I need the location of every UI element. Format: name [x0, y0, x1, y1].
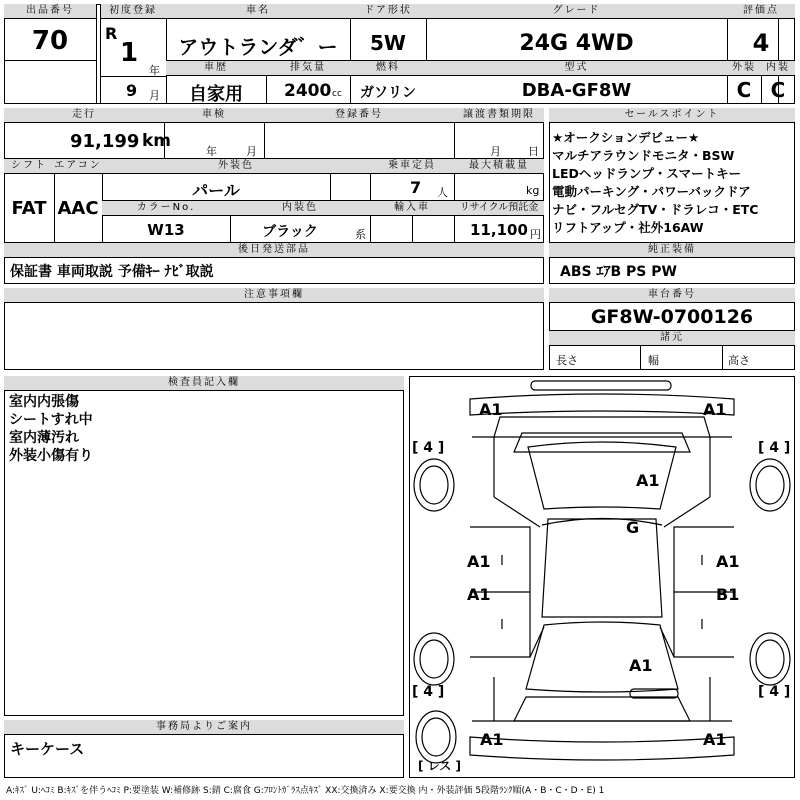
inspection-label: 車検	[164, 108, 264, 123]
displacement-label: 排気量	[266, 61, 350, 76]
inspection-month-unit: 月	[246, 145, 257, 158]
damage-rear-window: A1	[629, 656, 653, 675]
inspector-notes	[9, 393, 93, 465]
mileage-label: 走行	[4, 108, 164, 123]
transfer-day-unit: 日	[528, 145, 539, 158]
score-label: 評価点	[727, 4, 795, 19]
damage-front-left: A1	[479, 400, 503, 419]
colorno-label: カラーNo.	[102, 201, 230, 216]
mileage: 91,199	[70, 131, 140, 152]
sales-line: ★オークションデビュー★	[552, 130, 700, 145]
tire-front-right: [ 4 ]	[758, 440, 791, 456]
office-text: キーケース	[10, 740, 85, 758]
tire-front-left: [ 4 ]	[412, 440, 445, 456]
lot-label: 出品番号	[4, 4, 96, 19]
chassis-label: 車台番号	[549, 288, 795, 303]
reg-year: 1	[120, 38, 139, 68]
mileage-unit: km	[142, 131, 172, 151]
car-name-label: 車名	[166, 4, 350, 19]
inspector-line: 外装小傷有り	[9, 448, 93, 464]
capacity: 7	[410, 178, 422, 197]
exterior-color: パール	[192, 181, 240, 200]
model-label: 型式	[426, 61, 727, 76]
interior-color-unit: 系	[355, 228, 366, 241]
sales-points	[552, 129, 758, 237]
ac: AAC	[57, 198, 99, 219]
sales-line: マルチアラウンドモニタ・BSW	[552, 148, 735, 163]
sales-line: LEDヘッドランプ・スマートキー	[552, 166, 742, 181]
year-unit: 年	[149, 64, 160, 77]
car-outline	[410, 377, 794, 777]
grade-label: グレード	[426, 4, 727, 19]
car-name: アウトランダ゛ー	[178, 35, 338, 59]
notes-label: 注意事項欄	[4, 288, 544, 303]
width-label: 幅	[648, 354, 659, 367]
damage-legend: A:ｷｽﾞ U:ﾍｺﾐ B:ｷｽﾞを伴うﾍｺﾐ P:要塗装 W:補修跡 S:錆 C:腐食 G:ﾌﾛﾝﾄｶﾞﾗｽ点ｷｽﾞ XX:交換済み X:要交換 内・外装評価 5段階ﾗﾝｸ順(A・B・C・D・E) 1	[6, 786, 605, 796]
damage-rear-right: A1	[703, 730, 727, 749]
color-label: 外装色	[102, 159, 370, 174]
interior-color-label: 内装色	[230, 201, 370, 216]
door-label: ドア形状	[350, 4, 426, 19]
transfer-label: 譲渡書類期限	[454, 108, 544, 123]
import-label: 輸入車	[370, 201, 454, 216]
length-label: 長さ	[556, 354, 578, 367]
int-label: 内装	[761, 61, 795, 76]
era: R	[105, 24, 118, 43]
ext-label: 外装	[727, 61, 761, 76]
equipment: ABS ｴｱB PS PW	[560, 264, 677, 280]
displacement: 2400	[284, 81, 332, 101]
shift: FAT	[11, 198, 47, 219]
inspection-year-unit: 年	[206, 145, 217, 158]
later-parts-label: 後日発送部品	[4, 243, 544, 258]
score: 4	[752, 29, 770, 57]
load-label: 最大積載量	[454, 159, 544, 174]
interior-color: ブラック	[262, 224, 318, 240]
recycle-fee: 11,100	[470, 221, 528, 239]
damage-windshield: G	[626, 518, 640, 537]
door-type: 5W	[370, 31, 406, 55]
recycle-label: リサイクル預託金	[454, 201, 544, 216]
history-label: 車歴	[166, 61, 266, 76]
tire-rear-right: [ 4 ]	[758, 684, 791, 700]
month-unit: 月	[149, 89, 160, 102]
office-label: 事務局よりご案内	[4, 720, 404, 735]
recycle-unit: 円	[530, 228, 541, 241]
history: 自家用	[189, 84, 243, 105]
sales-line: ナビ・フルセグTV・ドラレコ・ETC	[552, 202, 759, 217]
shift-label: シフト	[4, 159, 54, 174]
tire-rear-left: [ 4 ]	[412, 684, 445, 700]
sales-label: セールスポイント	[549, 108, 795, 123]
sales-line: リフトアップ・社外16AW	[552, 220, 704, 235]
color-number: W13	[147, 221, 185, 239]
equip-label: 純正装備	[549, 243, 795, 258]
ac-label: エアコン	[54, 159, 102, 174]
fuel: ガソリン	[360, 85, 416, 101]
sales-line: 電動パーキング・パワーバックドア	[552, 184, 751, 199]
lot-number: 70	[31, 26, 69, 56]
first-reg-label: 初度登録	[100, 4, 166, 19]
fuel-label: 燃料	[350, 61, 426, 76]
chassis-number: GF8W-0700126	[590, 306, 754, 328]
inspector-line: シートすれ中	[9, 412, 93, 428]
grade: 24G 4WD	[519, 31, 634, 56]
int-grade: C	[770, 78, 786, 102]
damage-rear-left: A1	[480, 730, 504, 749]
regno-label: 登録番号	[264, 108, 454, 123]
inspector-line: 室内内張傷	[9, 394, 79, 410]
damage-right-front-door: A1	[716, 552, 740, 571]
spec-label: 諸元	[549, 331, 795, 346]
capacity-unit: 人	[437, 186, 448, 199]
inspector-label: 検査員記入欄	[4, 376, 404, 391]
inspector-line: 室内薄汚れ	[9, 430, 79, 446]
damage-hood: A1	[636, 471, 660, 490]
transfer-month-unit: 月	[490, 145, 501, 158]
spare-tire: [ レス ]	[418, 759, 461, 773]
damage-left-front-door: A1	[467, 552, 491, 571]
damage-right-rear-door: B1	[716, 585, 740, 604]
capacity-label: 乗車定員	[370, 159, 454, 174]
damage-left-rear-door: A1	[467, 585, 491, 604]
model-code: DBA-GF8W	[521, 80, 632, 101]
later-parts: 保証書 車両取説 予備ｷｰ ﾅﾋﾞ取説	[10, 264, 214, 280]
damage-front-right: A1	[703, 400, 727, 419]
ext-grade: C	[736, 78, 752, 102]
reg-month: 9	[126, 81, 138, 100]
load-unit: kg	[526, 184, 540, 197]
displacement-unit: cc	[332, 89, 342, 99]
car-diagram	[409, 376, 795, 778]
height-label: 高さ	[728, 354, 750, 367]
